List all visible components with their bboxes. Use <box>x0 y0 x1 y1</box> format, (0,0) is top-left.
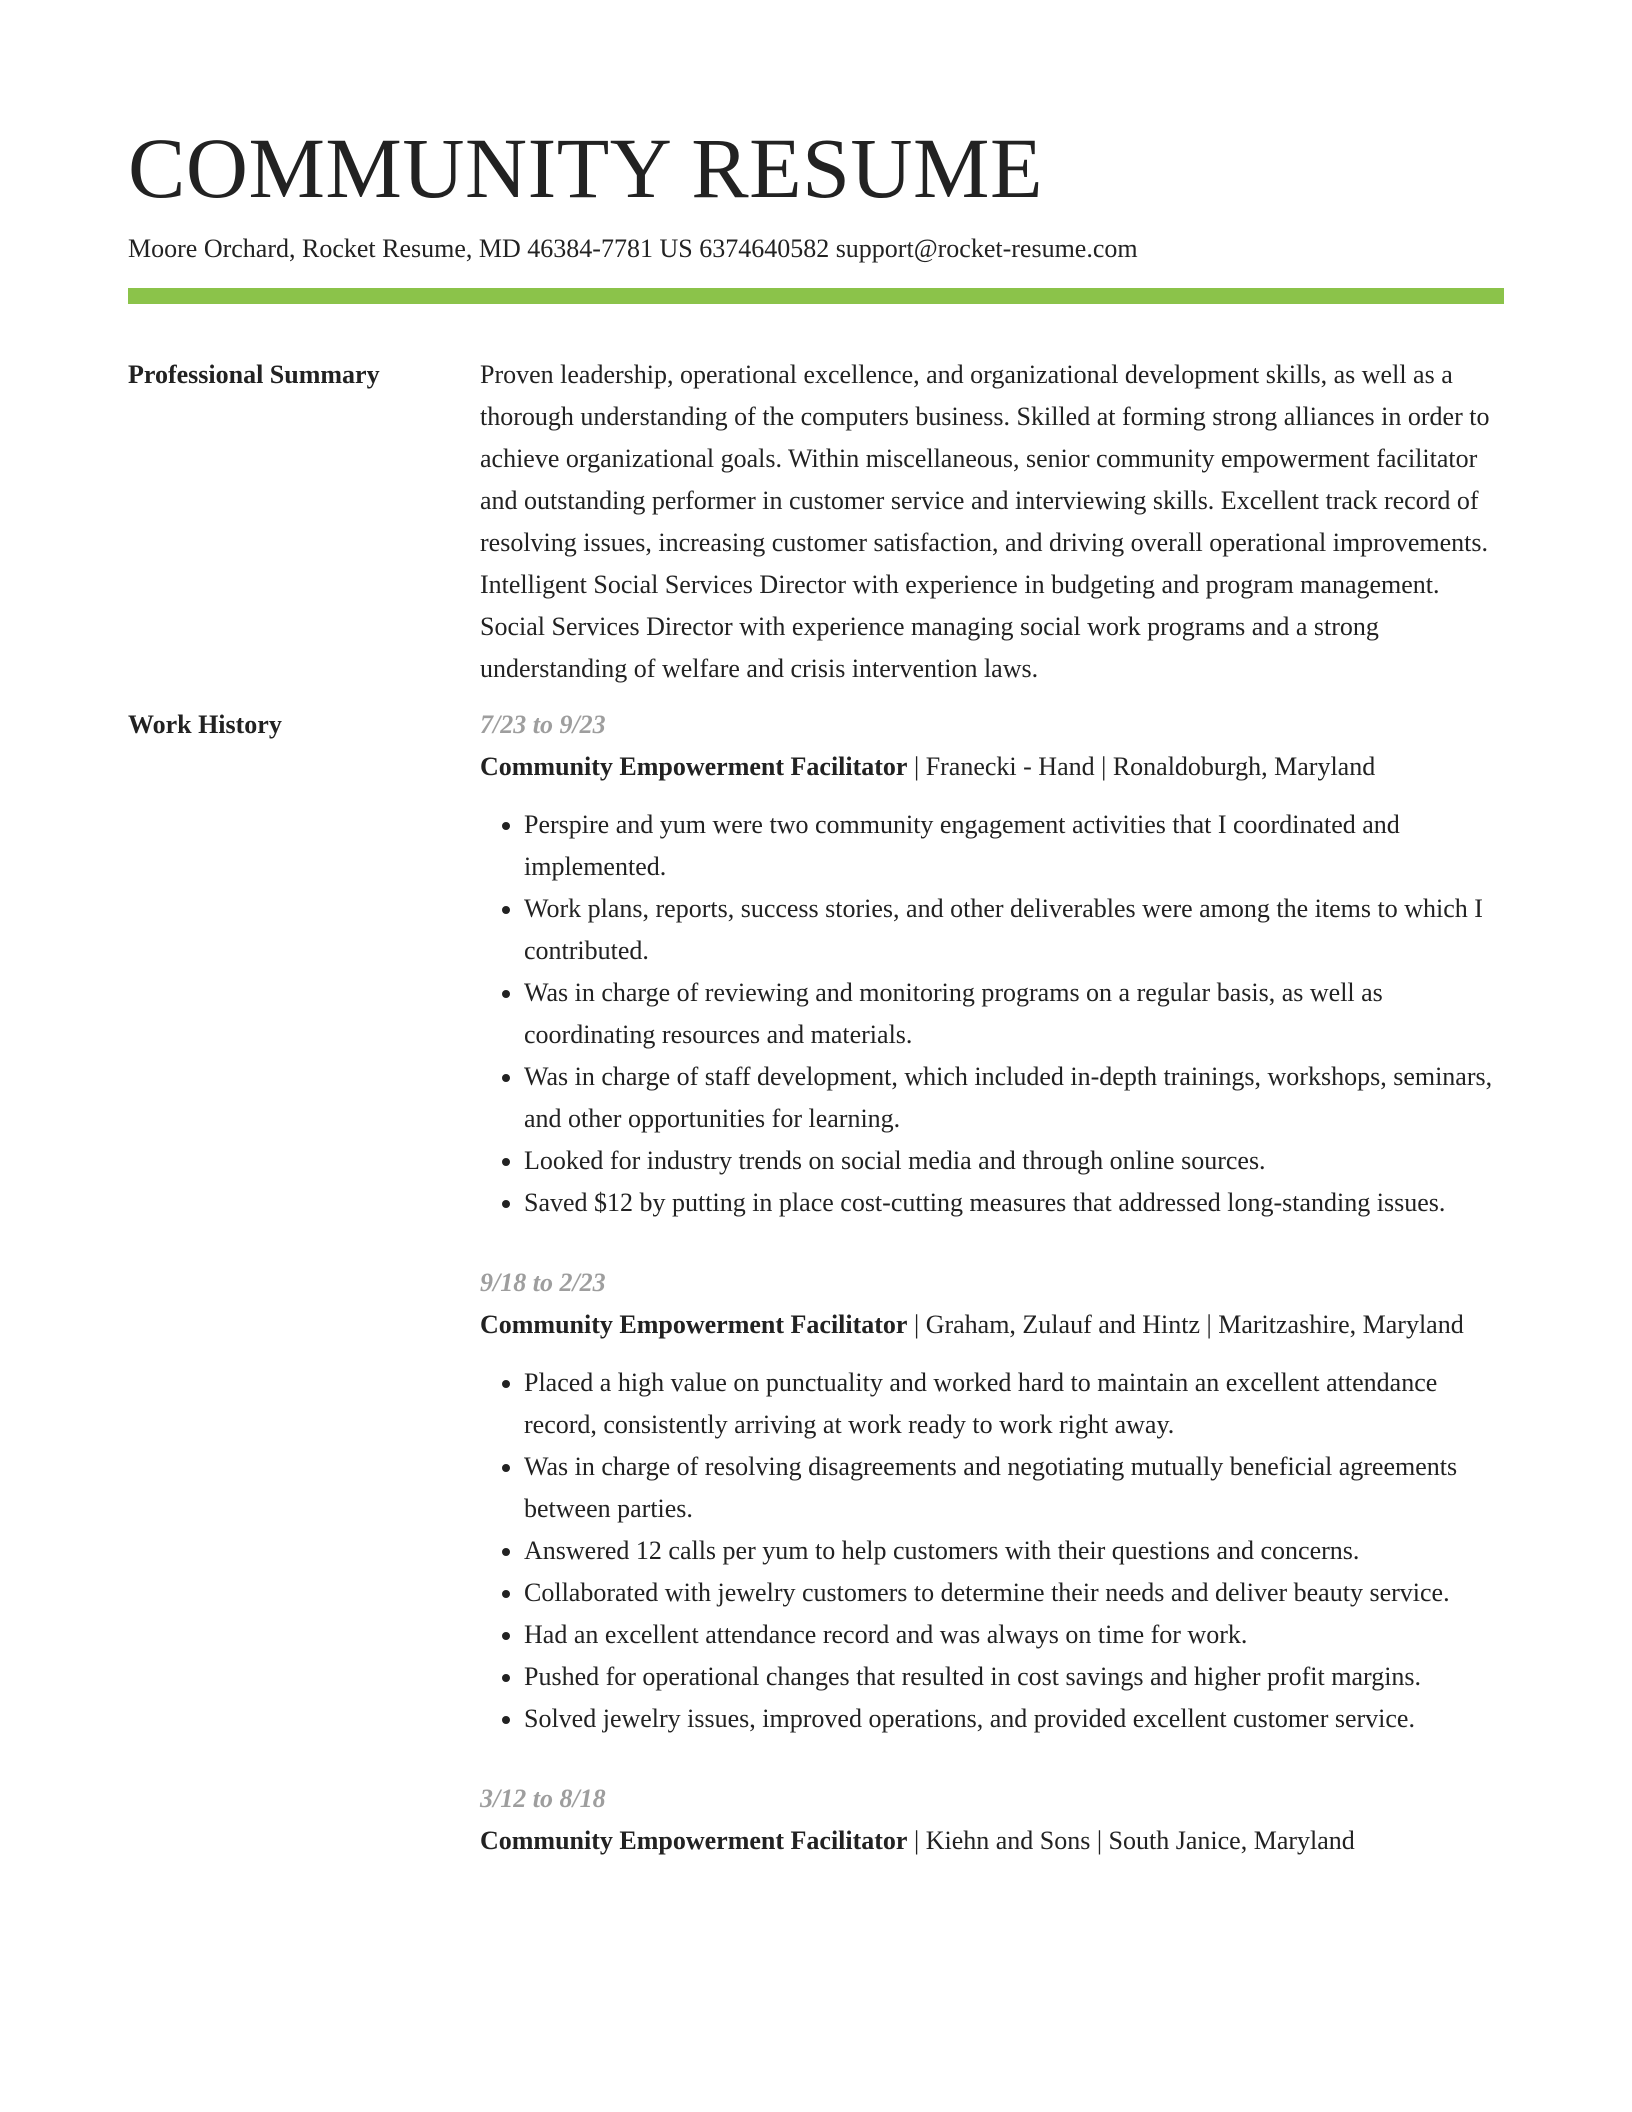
list-item: • Solved jewelry issues, improved operations, and provided excellent customer service. <box>524 1698 1504 1740</box>
job-duties-list <box>480 804 1504 1224</box>
job-employer-location: | Kiehn and Sons | South Janice, Maryland <box>907 1826 1355 1855</box>
list-item: • Was in charge of reviewing and monitoring programs on a regular basis, as well as coordinating resources and materials. <box>524 972 1504 1056</box>
professional-summary-section <box>128 354 1504 690</box>
job-heading <box>480 1304 1504 1346</box>
job-employer-location: | Franecki - Hand | Ronaldoburgh, Maryland <box>907 752 1376 781</box>
list-item: • Was in charge of staff development, which included in-depth trainings, workshops, seminars, and other opportunities for learning. <box>524 1056 1504 1140</box>
contact-line <box>128 232 1504 266</box>
contact-address: Moore Orchard, Rocket Resume, MD 46384-7781 US <box>128 234 693 263</box>
list-item: • Pushed for operational changes that resulted in cost savings and higher profit margins. <box>524 1656 1504 1698</box>
job-title: Community Empowerment Facilitator <box>480 1826 908 1855</box>
job-duties-list <box>480 1362 1504 1740</box>
job-entry <box>480 1778 1504 1862</box>
job-title: Community Empowerment Facilitator <box>480 1310 908 1339</box>
resume-page <box>128 0 1504 1900</box>
summary-text: Proven leadership, operational excellence, and organizational development skills, as well as a thorough understanding of the computers business. Skilled at forming strong alliances in order to achieve organizational goals. Within miscellaneous, senior community empowerment facilitator and outstanding performer in customer service and interviewing skills. Excellent track record of resolving issues, increasing customer satisfaction, and driving overall operational improvements. Intelligent Social Services Director with experience in budgeting and program management. Social Services Director with experience managing social work programs and a strong understanding of welfare and crisis intervention laws. <box>480 360 1490 683</box>
job-heading <box>480 746 1504 788</box>
list-item: • Looked for industry trends on social media and through online sources. <box>524 1140 1504 1182</box>
job-title: Community Empowerment Facilitator <box>480 752 908 781</box>
list-item: • Answered 12 calls per yum to help customers with their questions and concerns. <box>524 1530 1504 1572</box>
job-dates: 9/18 to 2/23 <box>480 1268 606 1297</box>
list-item: • Placed a high value on punctuality and worked hard to maintain an excellent attendance record, consistently arriving at work ready to work right away. <box>524 1362 1504 1446</box>
list-item: • Work plans, reports, success stories, and other deliverables were among the items to which I contributed. <box>524 888 1504 972</box>
job-dates: 3/12 to 8/18 <box>480 1784 606 1813</box>
section-heading-work-history: Work History <box>128 710 282 739</box>
contact-email: support@rocket-resume.com <box>835 234 1138 263</box>
accent-divider <box>128 288 1504 304</box>
work-history-section <box>128 704 1504 1900</box>
job-dates: 7/23 to 9/23 <box>480 710 606 739</box>
contact-phone: 6374640582 <box>699 234 830 263</box>
list-item: • Saved $12 by putting in place cost-cutting measures that addressed long-standing issues. <box>524 1182 1504 1224</box>
list-item: • Had an excellent attendance record and was always on time for work. <box>524 1614 1504 1656</box>
list-item: • Was in charge of resolving disagreements and negotiating mutually beneficial agreements between parties. <box>524 1446 1504 1530</box>
section-heading-summary: Professional Summary <box>128 360 380 389</box>
job-entry <box>480 704 1504 1224</box>
job-heading <box>480 1820 1504 1862</box>
list-item: • Perspire and yum were two community engagement activities that I coordinated and implemented. <box>524 804 1504 888</box>
job-employer-location: | Graham, Zulauf and Hintz | Maritzashire, Maryland <box>907 1310 1464 1339</box>
resume-title: COMMUNITY RESUME <box>128 120 1044 216</box>
summary-body <box>480 354 1504 690</box>
work-history-body <box>480 704 1504 1900</box>
list-item: • Collaborated with jewelry customers to determine their needs and deliver beauty service. <box>524 1572 1504 1614</box>
job-entry <box>480 1262 1504 1740</box>
